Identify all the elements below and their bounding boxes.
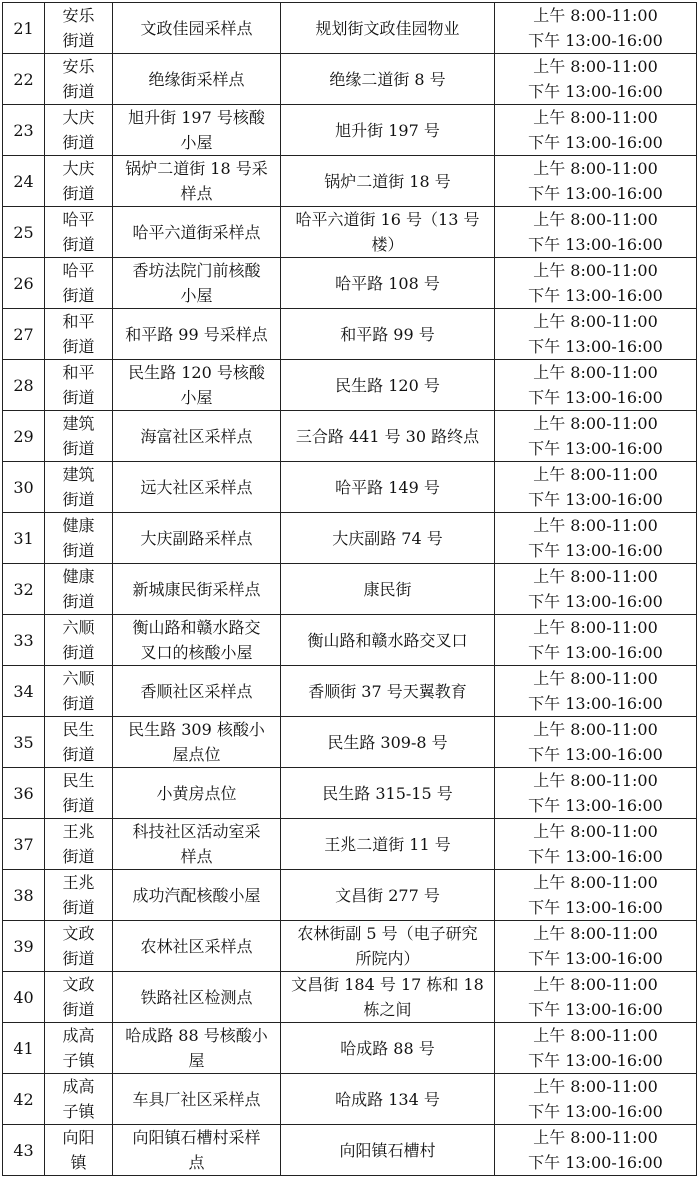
service-hours <box>495 105 697 156</box>
service-hours <box>495 411 697 462</box>
sampling-sites-table <box>2 2 697 1176</box>
street-name-line: 和平 <box>62 312 95 331</box>
service-hours-line: 上午 8:00-11:00 <box>533 1128 658 1147</box>
site-name-line: 点 <box>188 1153 205 1172</box>
service-hours-line: 下午 13:00-16:00 <box>528 184 663 203</box>
service-hours <box>495 1074 697 1125</box>
service-hours <box>495 1023 697 1074</box>
service-hours-line: 上午 8:00-11:00 <box>533 1026 658 1045</box>
service-hours <box>495 870 697 921</box>
site-address <box>281 156 495 207</box>
site-address <box>281 564 495 615</box>
site-address-line: 康民街 <box>363 579 412 599</box>
street-name <box>45 156 113 207</box>
site-address <box>281 1125 495 1176</box>
site-name-line: 旭升街 197 号核酸 <box>128 108 265 127</box>
street-name <box>45 768 113 819</box>
site-address <box>281 717 495 768</box>
table-row <box>3 666 697 717</box>
table-row <box>3 3 697 54</box>
site-address <box>281 1074 495 1125</box>
street-name-line: 大庆 <box>62 108 95 127</box>
table-row <box>3 615 697 666</box>
site-name-line: 小屋 <box>180 133 213 152</box>
site-address-line: 哈平路 108 号 <box>335 273 440 293</box>
street-name-line: 向阳 <box>62 1128 95 1147</box>
table-row <box>3 105 697 156</box>
site-address-line: 文昌街 184 号 17 栋和 18 <box>291 975 484 994</box>
service-hours-line: 下午 13:00-16:00 <box>528 694 663 713</box>
site-name <box>113 972 281 1023</box>
street-name <box>45 1074 113 1125</box>
service-hours-line: 上午 8:00-11:00 <box>533 873 658 892</box>
table-row <box>3 972 697 1023</box>
site-address <box>281 615 495 666</box>
service-hours <box>495 513 697 564</box>
site-name-line: 香顺社区采样点 <box>140 681 253 701</box>
site-name-line: 民生路 309 核酸小 <box>128 720 265 739</box>
table-row <box>3 258 697 309</box>
service-hours-line: 下午 13:00-16:00 <box>528 337 663 356</box>
site-address <box>281 462 495 513</box>
service-hours-line: 上午 8:00-11:00 <box>533 771 658 790</box>
site-name <box>113 615 281 666</box>
street-name-line: 街道 <box>62 184 95 203</box>
site-name-line: 新城康民街采样点 <box>132 579 261 599</box>
site-address-line: 文昌街 277 号 <box>335 885 440 905</box>
site-name <box>113 258 281 309</box>
site-name-line: 绝缘街采样点 <box>148 69 245 89</box>
service-hours-line: 下午 13:00-16:00 <box>528 898 663 917</box>
service-hours <box>495 564 697 615</box>
site-name-line: 和平路 99 号采样点 <box>125 324 268 344</box>
site-address-line: 哈平六道街 16 号（13 号 <box>295 210 480 229</box>
site-address <box>281 768 495 819</box>
site-name <box>113 1074 281 1125</box>
service-hours-line: 上午 8:00-11:00 <box>533 822 658 841</box>
table-row <box>3 411 697 462</box>
table-row <box>3 207 697 258</box>
service-hours-line: 下午 13:00-16:00 <box>528 1153 663 1172</box>
service-hours-line: 上午 8:00-11:00 <box>533 414 658 433</box>
row-number: 26 <box>3 258 45 309</box>
site-address <box>281 1023 495 1074</box>
site-address <box>281 819 495 870</box>
site-name-line: 哈平六道街采样点 <box>132 222 261 242</box>
street-name-line: 建筑 <box>62 414 95 433</box>
street-name-line: 文政 <box>62 924 95 943</box>
row-number: 28 <box>3 360 45 411</box>
site-name-line: 远大社区采样点 <box>140 477 253 497</box>
site-address-line: 旭升街 197 号 <box>335 120 440 140</box>
street-name-line: 健康 <box>62 567 95 586</box>
service-hours <box>495 3 697 54</box>
service-hours-line: 上午 8:00-11:00 <box>533 669 658 688</box>
site-address-line: 哈平路 149 号 <box>335 477 440 497</box>
site-name-line: 成功汽配核酸小屋 <box>132 885 261 905</box>
street-name-line: 成高 <box>62 1026 95 1045</box>
site-name-line: 样点 <box>180 847 213 866</box>
table-row <box>3 54 697 105</box>
street-name-line: 街道 <box>62 1000 95 1019</box>
service-hours-line: 上午 8:00-11:00 <box>533 210 658 229</box>
site-name-line: 屋 <box>188 1051 205 1070</box>
site-address-line: 栋之间 <box>363 1000 412 1019</box>
site-name-line: 民生路 120 号核酸 <box>128 363 265 382</box>
street-name <box>45 972 113 1023</box>
site-address-line: 香顺街 37 号天翼教育 <box>308 681 467 701</box>
site-name-line: 屋点位 <box>172 745 221 764</box>
site-name-line: 向阳镇石槽村采样 <box>132 1128 261 1147</box>
table-row <box>3 462 697 513</box>
street-name-line: 安乐 <box>62 6 95 25</box>
street-name-line: 街道 <box>62 643 95 662</box>
site-address-line: 锅炉二道街 18 号 <box>324 171 451 191</box>
table-row <box>3 1125 697 1176</box>
street-name-line: 健康 <box>62 516 95 535</box>
service-hours <box>495 54 697 105</box>
street-name <box>45 1125 113 1176</box>
service-hours <box>495 309 697 360</box>
street-name-line: 街道 <box>62 694 95 713</box>
row-number: 32 <box>3 564 45 615</box>
site-name-line: 样点 <box>180 184 213 203</box>
site-address-line: 大庆副路 74 号 <box>332 528 443 548</box>
street-name-line: 街道 <box>62 31 95 50</box>
row-number: 36 <box>3 768 45 819</box>
street-name-line: 建筑 <box>62 465 95 484</box>
service-hours-line: 下午 13:00-16:00 <box>528 847 663 866</box>
street-name-line: 街道 <box>62 133 95 152</box>
site-address <box>281 258 495 309</box>
service-hours-line: 上午 8:00-11:00 <box>533 975 658 994</box>
service-hours-line: 上午 8:00-11:00 <box>533 6 658 25</box>
service-hours <box>495 462 697 513</box>
site-name <box>113 309 281 360</box>
service-hours-line: 上午 8:00-11:00 <box>533 108 658 127</box>
street-name <box>45 921 113 972</box>
site-address <box>281 309 495 360</box>
site-address-line: 哈成路 88 号 <box>340 1038 435 1058</box>
site-name-line: 锅炉二道街 18 号采 <box>125 159 268 178</box>
service-hours-line: 上午 8:00-11:00 <box>533 159 658 178</box>
street-name <box>45 462 113 513</box>
street-name-line: 安乐 <box>62 57 95 76</box>
table-row <box>3 717 697 768</box>
site-name <box>113 921 281 972</box>
table-row <box>3 1074 697 1125</box>
street-name <box>45 666 113 717</box>
row-number: 40 <box>3 972 45 1023</box>
service-hours-line: 下午 13:00-16:00 <box>528 31 663 50</box>
row-number: 37 <box>3 819 45 870</box>
site-address-line: 农林街副 5 号（电子研究 <box>297 924 478 943</box>
site-name <box>113 768 281 819</box>
service-hours-line: 下午 13:00-16:00 <box>528 541 663 560</box>
site-name <box>113 207 281 258</box>
row-number: 22 <box>3 54 45 105</box>
street-name <box>45 870 113 921</box>
site-name-line: 农林社区采样点 <box>140 936 253 956</box>
service-hours <box>495 972 697 1023</box>
site-name <box>113 156 281 207</box>
row-number: 27 <box>3 309 45 360</box>
street-name-line: 街道 <box>62 337 95 356</box>
row-number: 25 <box>3 207 45 258</box>
site-address-line: 向阳镇石槽村 <box>339 1140 436 1160</box>
service-hours <box>495 717 697 768</box>
street-name-line: 街道 <box>62 82 95 101</box>
site-name <box>113 105 281 156</box>
service-hours-line: 上午 8:00-11:00 <box>533 312 658 331</box>
service-hours-line: 上午 8:00-11:00 <box>533 720 658 739</box>
table-row <box>3 768 697 819</box>
site-name-line: 文政佳园采样点 <box>140 18 253 38</box>
site-address-line: 哈成路 134 号 <box>335 1089 440 1109</box>
service-hours-line: 下午 13:00-16:00 <box>528 1051 663 1070</box>
site-address <box>281 3 495 54</box>
service-hours <box>495 258 697 309</box>
street-name <box>45 309 113 360</box>
row-number: 33 <box>3 615 45 666</box>
site-address-line: 规划街文政佳园物业 <box>315 18 460 38</box>
street-name-line: 街道 <box>62 388 95 407</box>
site-name <box>113 870 281 921</box>
street-name-line: 街道 <box>62 847 95 866</box>
street-name-line: 哈平 <box>62 210 95 229</box>
site-name-line: 小屋 <box>180 286 213 305</box>
street-name-line: 民生 <box>62 720 95 739</box>
site-address-line: 三合路 441 号 30 路终点 <box>295 426 480 446</box>
service-hours-line: 下午 13:00-16:00 <box>528 1102 663 1121</box>
street-name-line: 街道 <box>62 745 95 764</box>
service-hours-line: 上午 8:00-11:00 <box>533 465 658 484</box>
service-hours-line: 上午 8:00-11:00 <box>533 516 658 535</box>
table-row <box>3 309 697 360</box>
row-number: 30 <box>3 462 45 513</box>
street-name-line: 街道 <box>62 898 95 917</box>
site-address <box>281 207 495 258</box>
site-address-line: 楼） <box>371 235 404 254</box>
site-address-line: 衡山路和赣水路交叉口 <box>307 630 468 650</box>
row-number: 41 <box>3 1023 45 1074</box>
street-name <box>45 1023 113 1074</box>
site-address-line: 民生路 120 号 <box>335 375 440 395</box>
street-name-line: 街道 <box>62 286 95 305</box>
service-hours-line: 上午 8:00-11:00 <box>533 1077 658 1096</box>
site-address-line: 王兆二道街 11 号 <box>324 834 451 854</box>
site-address <box>281 54 495 105</box>
street-name <box>45 819 113 870</box>
site-address <box>281 972 495 1023</box>
site-address-line: 和平路 99 号 <box>340 324 435 344</box>
service-hours <box>495 156 697 207</box>
row-number: 39 <box>3 921 45 972</box>
street-name-line: 镇 <box>70 1153 87 1172</box>
service-hours-line: 下午 13:00-16:00 <box>528 388 663 407</box>
site-name-line: 科技社区活动室采 <box>132 822 261 841</box>
site-name <box>113 3 281 54</box>
service-hours <box>495 360 697 411</box>
service-hours-line: 下午 13:00-16:00 <box>528 949 663 968</box>
row-number: 35 <box>3 717 45 768</box>
site-name-line: 哈成路 88 号核酸小 <box>125 1026 268 1045</box>
row-number: 43 <box>3 1125 45 1176</box>
site-name-line: 大庆副路采样点 <box>140 528 253 548</box>
street-name-line: 街道 <box>62 541 95 560</box>
service-hours-line: 上午 8:00-11:00 <box>533 57 658 76</box>
site-address <box>281 411 495 462</box>
site-name <box>113 513 281 564</box>
site-name <box>113 54 281 105</box>
street-name-line: 文政 <box>62 975 95 994</box>
site-name-line: 海富社区采样点 <box>140 426 253 446</box>
service-hours <box>495 615 697 666</box>
service-hours-line: 上午 8:00-11:00 <box>533 924 658 943</box>
street-name-line: 街道 <box>62 439 95 458</box>
street-name <box>45 615 113 666</box>
street-name-line: 大庆 <box>62 159 95 178</box>
street-name-line: 哈平 <box>62 261 95 280</box>
service-hours-line: 上午 8:00-11:00 <box>533 567 658 586</box>
street-name-line: 街道 <box>62 490 95 509</box>
site-name <box>113 819 281 870</box>
row-number: 34 <box>3 666 45 717</box>
table-row <box>3 360 697 411</box>
site-name <box>113 360 281 411</box>
site-name-line: 铁路社区检测点 <box>140 987 253 1007</box>
site-name <box>113 564 281 615</box>
site-address-line: 民生路 309-8 号 <box>327 732 448 752</box>
service-hours-line: 下午 13:00-16:00 <box>528 796 663 815</box>
site-name <box>113 717 281 768</box>
service-hours-line: 上午 8:00-11:00 <box>533 261 658 280</box>
street-name-line: 王兆 <box>62 822 95 841</box>
service-hours-line: 下午 13:00-16:00 <box>528 643 663 662</box>
site-address-line: 所院内） <box>355 949 420 968</box>
street-name-line: 子镇 <box>62 1051 95 1070</box>
street-name <box>45 717 113 768</box>
row-number: 24 <box>3 156 45 207</box>
service-hours <box>495 819 697 870</box>
service-hours-line: 下午 13:00-16:00 <box>528 133 663 152</box>
service-hours-line: 下午 13:00-16:00 <box>528 592 663 611</box>
table-row <box>3 870 697 921</box>
street-name <box>45 207 113 258</box>
row-number: 21 <box>3 3 45 54</box>
service-hours <box>495 921 697 972</box>
service-hours-line: 下午 13:00-16:00 <box>528 1000 663 1019</box>
service-hours-line: 下午 13:00-16:00 <box>528 490 663 509</box>
site-name <box>113 666 281 717</box>
street-name-line: 成高 <box>62 1077 95 1096</box>
street-name <box>45 360 113 411</box>
table-row <box>3 1023 697 1074</box>
site-address <box>281 105 495 156</box>
service-hours <box>495 1125 697 1176</box>
service-hours <box>495 768 697 819</box>
row-number: 42 <box>3 1074 45 1125</box>
service-hours-line: 下午 13:00-16:00 <box>528 439 663 458</box>
street-name-line: 民生 <box>62 771 95 790</box>
site-address <box>281 513 495 564</box>
service-hours <box>495 207 697 258</box>
site-name <box>113 1023 281 1074</box>
service-hours-line: 上午 8:00-11:00 <box>533 363 658 382</box>
row-number: 29 <box>3 411 45 462</box>
site-address-line: 民生路 315-15 号 <box>322 783 453 803</box>
street-name-line: 王兆 <box>62 873 95 892</box>
site-name-line: 车具厂社区采样点 <box>132 1089 261 1109</box>
street-name <box>45 258 113 309</box>
service-hours-line: 下午 13:00-16:00 <box>528 286 663 305</box>
table-row <box>3 921 697 972</box>
street-name-line: 街道 <box>62 235 95 254</box>
street-name-line: 六顺 <box>62 618 95 637</box>
street-name-line: 街道 <box>62 592 95 611</box>
site-address <box>281 360 495 411</box>
site-address-line: 绝缘二道街 8 号 <box>329 69 446 89</box>
street-name-line: 和平 <box>62 363 95 382</box>
street-name <box>45 513 113 564</box>
site-name <box>113 411 281 462</box>
table-body <box>3 3 697 1176</box>
street-name <box>45 54 113 105</box>
site-name-line: 小屋 <box>180 388 213 407</box>
table-row <box>3 156 697 207</box>
site-address <box>281 870 495 921</box>
street-name <box>45 3 113 54</box>
site-address <box>281 921 495 972</box>
street-name-line: 街道 <box>62 949 95 968</box>
street-name <box>45 411 113 462</box>
street-name-line: 街道 <box>62 796 95 815</box>
row-number: 38 <box>3 870 45 921</box>
row-number: 23 <box>3 105 45 156</box>
site-name-line: 衡山路和赣水路交 <box>132 618 261 637</box>
street-name-line: 六顺 <box>62 669 95 688</box>
service-hours <box>495 666 697 717</box>
site-address <box>281 666 495 717</box>
service-hours-line: 下午 13:00-16:00 <box>528 745 663 764</box>
site-name-line: 小黄房点位 <box>156 783 237 803</box>
service-hours-line: 下午 13:00-16:00 <box>528 235 663 254</box>
row-number: 31 <box>3 513 45 564</box>
service-hours-line: 下午 13:00-16:00 <box>528 82 663 101</box>
table-row <box>3 513 697 564</box>
site-name <box>113 1125 281 1176</box>
service-hours-line: 上午 8:00-11:00 <box>533 618 658 637</box>
street-name <box>45 564 113 615</box>
table-row <box>3 819 697 870</box>
site-name-line: 香坊法院门前核酸 <box>132 261 261 280</box>
street-name <box>45 105 113 156</box>
site-name-line: 叉口的核酸小屋 <box>140 643 253 662</box>
site-name <box>113 462 281 513</box>
street-name-line: 子镇 <box>62 1102 95 1121</box>
table-row <box>3 564 697 615</box>
